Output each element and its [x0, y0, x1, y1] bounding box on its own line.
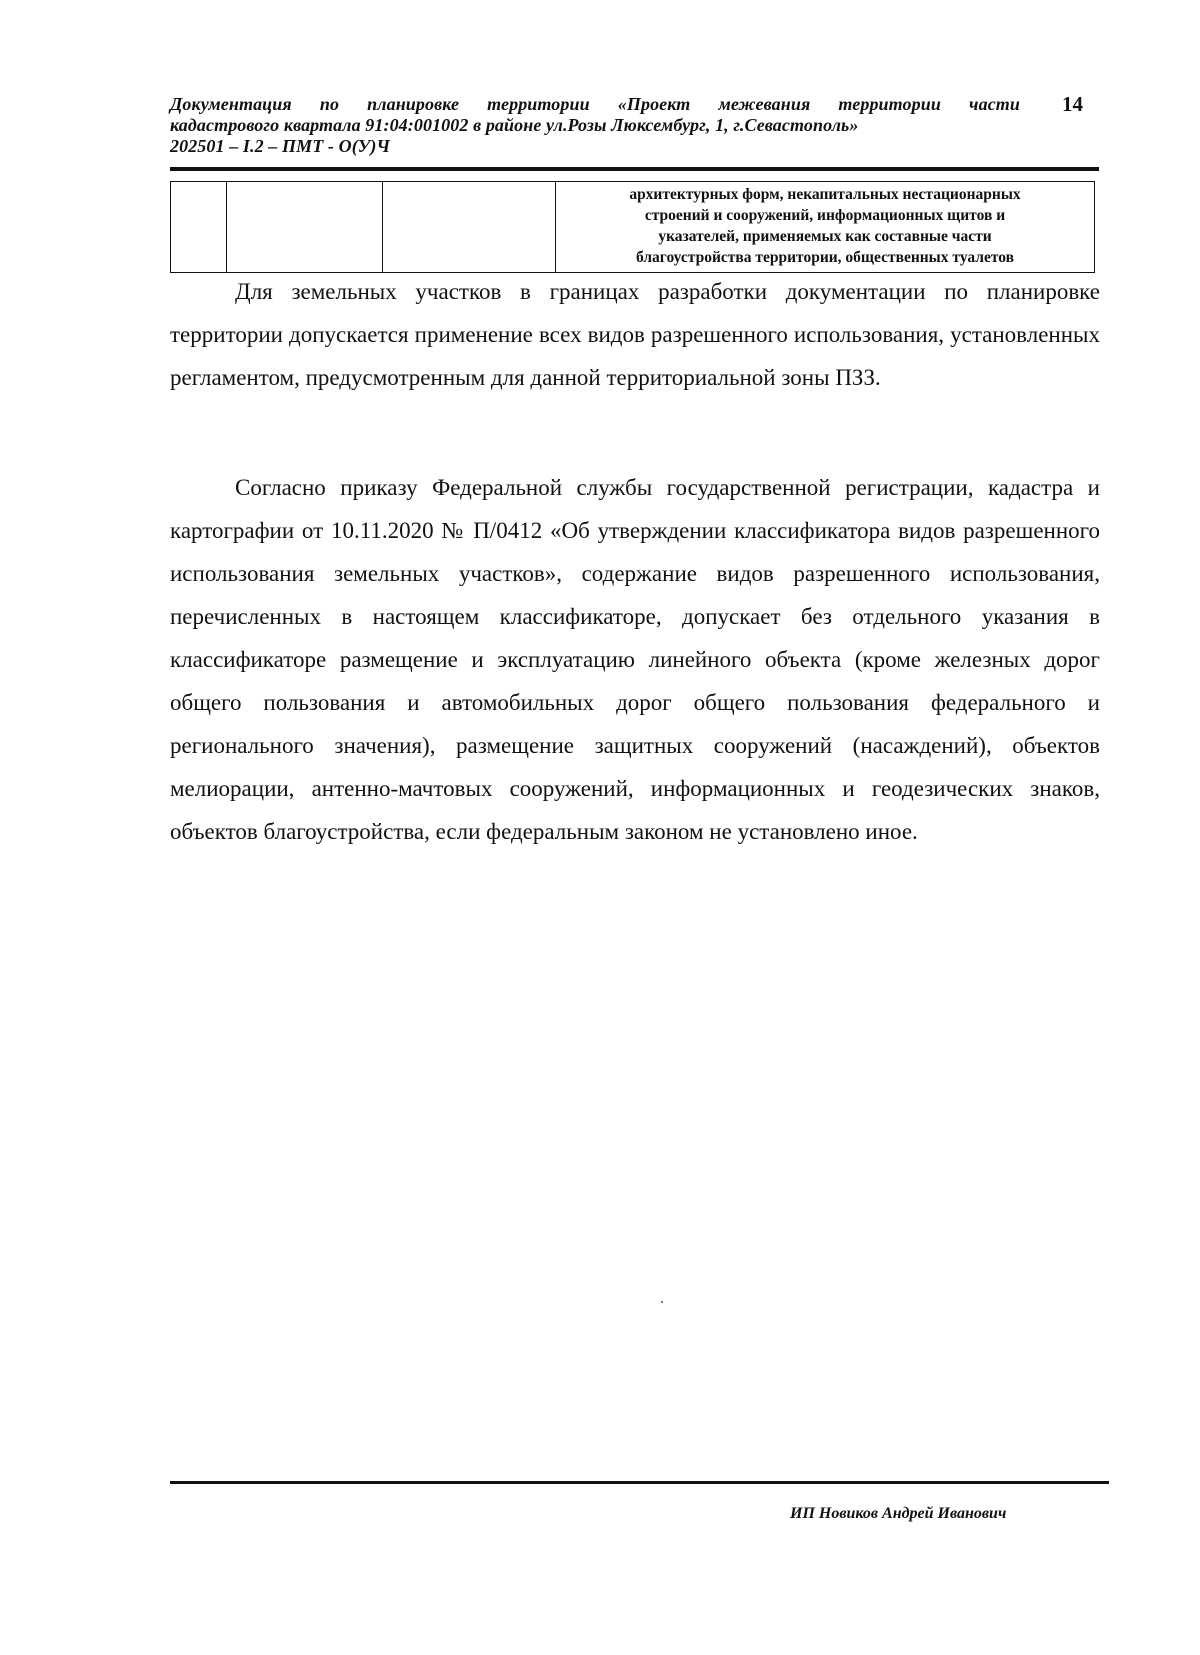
footer-divider	[170, 1481, 1109, 1484]
header-document-code: 202501 – I.2 – ПМТ - О(У)Ч	[170, 136, 391, 156]
continued-table	[170, 181, 1095, 273]
table-cell-name	[227, 182, 383, 273]
page-number: 14	[1062, 92, 1083, 116]
document-header	[170, 94, 1020, 157]
table-cell-line: архитектурных форм, некапитальных нестационарных	[629, 186, 1021, 203]
table-cell-number	[171, 182, 227, 273]
table-cell-line: благоустройства территории, общественных туалетов	[636, 249, 1014, 266]
body-paragraph-1: Для земельных участков в границах разработки документации по планировке территории допускается применение всех видов разрешенного использования, установленных регламентом, предусмотренным для данной территориальной зоны ПЗЗ.	[170, 279, 1100, 390]
footer-author: ИП Новиков Андрей Иванович	[790, 1505, 1007, 1522]
body-paragraph-2: Согласно приказу Федеральной службы государственной регистрации, кадастра и картографии от 10.11.2020 № П/0412 «Об утверждении классификатора видов разрешенного использования земельных участков», содержание видов разрешенного использования, перечисленных в настоящем классификаторе, допускает без отдельного указания в классификаторе размещение и эксплуатацию линейного объекта (кроме железных дорог общего пользования и автомобильных дорог общего пользования федерального и регионального значения), размещение защитных сооружений (насаждений), объектов мелиорации, антенно-мачтовых сооружений, информационных и геодезических знаков, объектов благоустройства, если федеральным законом не установлено иное.	[170, 475, 1100, 844]
header-title-line-2: кадастрового квартала 91:04:001002 в районе ул.Розы Люксембург, 1, г.Севастополь»	[170, 115, 859, 135]
table-cell-line: указателей, применяемых как составные части	[658, 228, 992, 245]
table-cell-line: строений и сооружений, информационных щитов и	[644, 207, 1006, 224]
scan-speck	[661, 1301, 663, 1303]
table-row	[171, 182, 1095, 273]
header-divider	[170, 167, 1099, 171]
table-cell-description	[556, 182, 1095, 273]
table-cell-code	[383, 182, 556, 273]
header-title-line-1: Документация по планировке территории «Проект межевания территории части	[170, 94, 1020, 114]
